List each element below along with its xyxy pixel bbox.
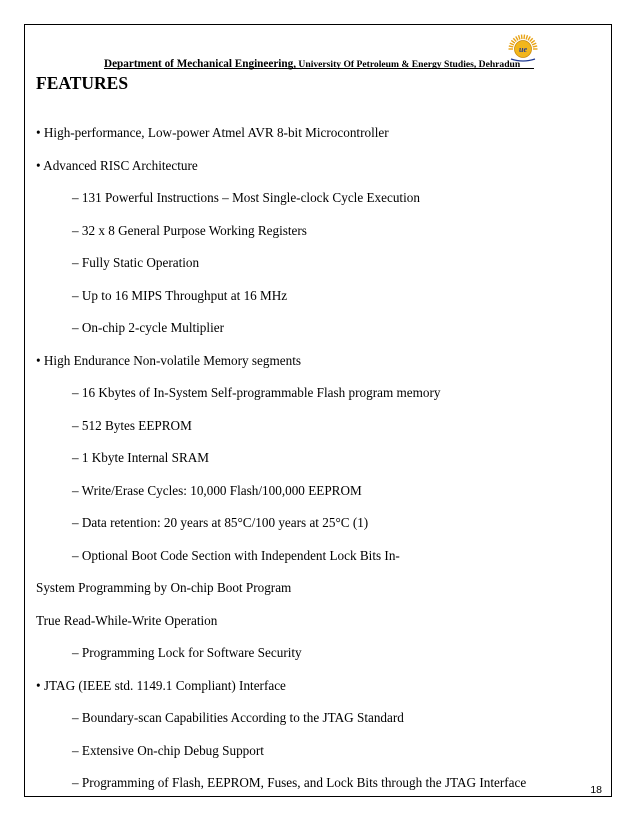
feature-subitem: – Up to 16 MIPS Throughput at 16 MHz [72,287,288,303]
logo-monogram: ue [519,45,527,54]
feature-subitem: – On-chip 2-cycle Multiplier [72,320,224,335]
logo-ray [513,38,516,41]
header-text [104,54,520,72]
logo-ray [510,43,514,45]
header-university: University Of Petroleum & Energy Studies, Dehradun [296,59,521,70]
logo-ray [533,46,537,47]
feature-subitem: – Fully Static Operation [72,255,200,270]
logo-ray [519,35,520,39]
feature-subitem: – 512 Bytes EEPROM [72,417,192,433]
logo-ray [526,35,527,39]
logo-ray [531,40,535,43]
page-header [104,49,534,69]
feature-subitem: – Programming Lock for Software Security [72,645,302,660]
feature-item: • High-performance, Low-power Atmel AVR 8-bit Microcontroller [36,125,389,140]
feature-subitem: – 131 Powerful Instructions – Most Single-clock Cycle Execution [72,190,420,205]
page-number: 18 [590,784,602,796]
feature-item: True Read-While-Write Operation [36,612,218,628]
header-department: Department of Mechanical Engineering, [104,58,297,70]
feature-subitem: – Programming of Flash, EEPROM, Fuses, and Lock Bits through the JTAG Interface [72,775,527,790]
logo-ray [516,36,518,40]
feature-subitem: – 16 Kbytes of In-System Self-programmable Flash program memory [72,385,441,400]
feature-item: • High Endurance Non-volatile Memory segments [36,352,302,368]
feature-subitem: – Optional Boot Code Section with Independent Lock Bits In- [72,547,400,563]
feature-subitem: – 1 Kbyte Internal SRAM [72,450,209,465]
logo-ray [511,40,515,43]
logo-ray [532,43,536,45]
feature-item: System Programming by On-chip Boot Program [36,580,292,595]
feature-subitem: – Data retention: 20 years at 85°C/100 years at 25°C (1) [72,515,369,530]
logo-ray [509,46,513,47]
university-logo [507,32,539,64]
feature-subitem: – Boundary-scan Capabilities According to the JTAG Standard [72,710,404,725]
feature-subitem: – 32 x 8 General Purpose Working Registers [72,222,307,238]
feature-subitem: – Write/Erase Cycles: 10,000 Flash/100,000 EEPROM [72,482,362,498]
logo-ray [530,38,533,41]
feature-item: • Advanced RISC Architecture [36,157,198,173]
section-title: FEATURES [36,73,129,93]
feature-item: • JTAG (IEEE std. 1149.1 Compliant) Interface [36,677,286,693]
logo-ray [528,36,530,40]
feature-subitem: – Extensive On-chip Debug Support [72,742,264,758]
logo-arc [511,59,535,61]
